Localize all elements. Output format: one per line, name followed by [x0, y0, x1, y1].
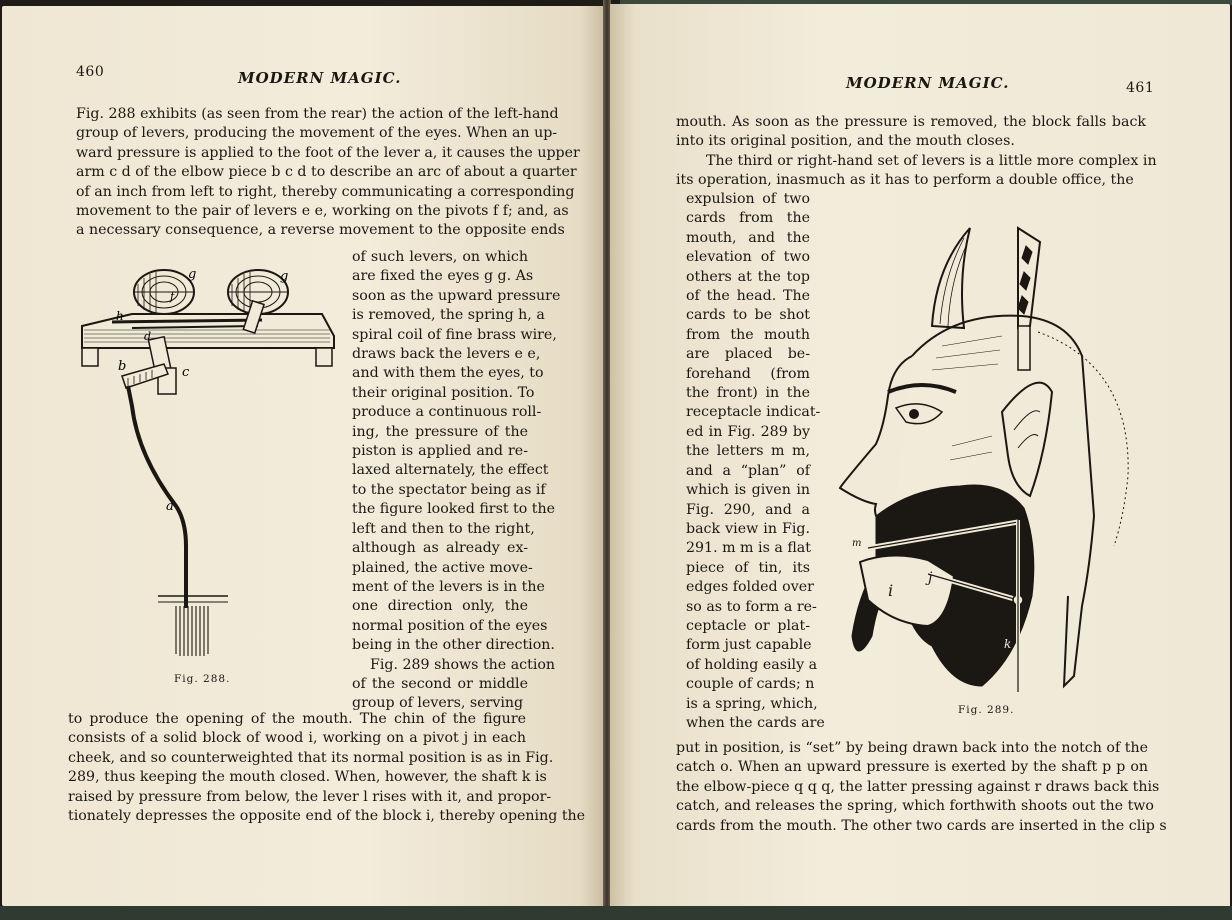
label-j: j — [928, 570, 933, 586]
text-line: The third or right-hand set of levers is a little more complex in — [706, 152, 1157, 169]
text-line: consists of a solid block of wood i, working on a pivot j in each — [68, 730, 526, 747]
label-c: c — [182, 365, 190, 380]
text-line: draws back the levers e e, — [352, 346, 541, 363]
label-g-left: g — [188, 267, 197, 282]
text-line: Fig. 290, and a — [686, 501, 810, 518]
figure-288-caption: Fig. 288. — [174, 673, 231, 685]
text-line: are fixed the eyes g g. As — [352, 268, 534, 285]
page-number: 460 — [76, 64, 105, 80]
text-line: are placed be- — [686, 346, 810, 363]
text-line: group of levers, producing the movement of the eyes. When an up- — [76, 125, 558, 142]
text-line: produce a continuous roll- — [352, 404, 542, 421]
text-line: catch o. When an upward pressure is exerted by the shaft p p on — [676, 759, 1148, 776]
text-line: ment of the levers is in the — [352, 578, 545, 595]
text-line: one direction only, the — [352, 598, 528, 615]
text-line: group of levers, serving — [352, 695, 524, 712]
text-line: plained, the active move- — [352, 559, 533, 576]
right-column-paragraph — [686, 190, 825, 733]
text-line: cards to be shot — [686, 307, 810, 324]
label-f: f — [170, 290, 175, 303]
text-line: of the head. The — [686, 288, 810, 305]
text-line: forehand (from — [686, 365, 810, 382]
text-line: and a “plan” of — [686, 462, 810, 479]
text-line: form just capable — [686, 637, 812, 654]
text-line: its operation, inasmuch as it has to perform a double office, the — [676, 172, 1134, 189]
text-line: ed in Fig. 289 by — [686, 423, 810, 440]
text-line: is a spring, which, — [686, 695, 818, 712]
text-line: ing, the pressure of the — [352, 423, 528, 440]
text-line: ward pressure is applied to the foot of the lever a, it causes the upper — [76, 144, 580, 161]
text-line: left and then to the right, — [352, 520, 535, 537]
text-line: to produce the opening of the mouth. The chin of the figure — [68, 711, 526, 727]
text-line: receptacle indicat- — [686, 404, 821, 421]
text-line: expulsion of two — [686, 191, 810, 207]
text-line: when the cards are — [686, 714, 825, 731]
text-line: elevation of two — [686, 249, 810, 266]
text-line: cheek, and so counterweighted that its normal position is as in Fig. — [68, 749, 554, 766]
label-b: b — [118, 359, 127, 374]
label-i: i — [888, 581, 894, 600]
text-line: back view in Fig. — [686, 520, 810, 537]
text-line: cards from the mouth. The other two cards are inserted in the clip s — [676, 817, 1167, 834]
text-line: the elbow-piece q q q, the latter pressing against r draws back this — [676, 778, 1160, 795]
right-page — [610, 4, 1230, 910]
text-line: of such levers, on which — [352, 249, 528, 265]
text-line: Fig. 289 shows the action — [370, 656, 556, 673]
text-line: catch, and releases the spring, which forthwith shoots out the two — [676, 798, 1154, 815]
text-line: 291. m m is a flat — [686, 540, 811, 557]
figure-289-caption: Fig. 289. — [958, 704, 1015, 716]
text-line: piston is applied and re- — [352, 443, 528, 460]
text-line: so as to form a re- — [686, 598, 817, 615]
figure-289-devil-head — [832, 216, 1142, 696]
running-title: MODERN MAGIC. — [846, 74, 1010, 92]
text-line: piece of tin, its — [686, 559, 810, 576]
right-top-paragraph — [676, 113, 1157, 191]
text-line: others at the top — [686, 268, 810, 285]
book-cover-edge-bottom — [0, 906, 1232, 920]
text-line: mouth, and the — [686, 229, 810, 246]
text-line: raised by pressure from below, the lever l rises with it, and propor- — [68, 788, 552, 805]
running-title: MODERN MAGIC. — [238, 69, 402, 87]
text-line: of holding easily a — [686, 656, 818, 673]
pointed-ear — [1002, 383, 1052, 496]
text-line: into its original position, and the mouth closes. — [676, 133, 1015, 150]
text-line: laxed alternately, the effect — [352, 462, 549, 479]
text-line: movement to the pair of levers e e, working on the pivots f f; and, as — [76, 203, 569, 220]
text-line: 289, thus keeping the mouth closed. When, however, the shaft k is — [68, 769, 547, 786]
left-bottom-paragraph — [68, 710, 586, 826]
label-k: k — [1004, 637, 1012, 651]
text-line: ceptacle or plat- — [686, 617, 810, 634]
horn — [932, 228, 970, 328]
label-m: m — [852, 538, 862, 549]
text-line: spiral coil of fine brass wire, — [352, 326, 557, 343]
text-line: their original position. To — [352, 384, 535, 401]
text-line: edges folded over — [686, 579, 814, 596]
text-line: and with them the eyes, to — [352, 365, 544, 382]
right-bottom-paragraph — [676, 739, 1167, 836]
eye-wheel-left — [134, 270, 194, 314]
left-top-paragraph — [76, 105, 580, 241]
text-line: couple of cards; n — [686, 676, 815, 693]
text-line: although as already ex- — [352, 540, 528, 557]
text-line: being in the other direction. — [352, 637, 555, 654]
text-line: of the second or middle — [352, 675, 528, 692]
page-number: 461 — [1126, 80, 1155, 96]
card-clip — [1018, 228, 1040, 370]
text-line: put in position, is “set” by being drawn back into the notch of the — [676, 740, 1148, 756]
text-line: is removed, the spring h, a — [352, 307, 545, 324]
lever-base — [158, 596, 228, 656]
left-column-paragraph — [352, 248, 561, 714]
text-line: from the mouth — [686, 326, 810, 343]
figure-288-lever-mechanism — [72, 256, 342, 676]
text-line: the letters m m, — [686, 443, 810, 460]
text-line: arm c d of the elbow piece b c d to describe an arc of about a quarter — [76, 164, 577, 181]
label-d: d — [144, 330, 152, 343]
text-line: soon as the upward pressure — [352, 287, 561, 304]
label-g-right: g — [280, 269, 289, 284]
text-line: Fig. 288 exhibits (as seen from the rear) the action of the left-hand — [76, 106, 559, 122]
text-line: a necessary consequence, a reverse movement to the opposite ends — [76, 222, 565, 239]
text-line: tionately depresses the opposite end of the block i, thereby opening the — [68, 808, 586, 825]
text-line: normal position of the eyes — [352, 617, 548, 634]
text-line: to the spectator being as if — [352, 481, 546, 498]
text-line: the front) in the — [686, 385, 810, 402]
text-line: of an inch from left to right, thereby communicating a corresponding — [76, 183, 575, 200]
text-line: mouth. As soon as the pressure is removed, the block falls back — [676, 114, 1146, 130]
text-line: the figure looked first to the — [352, 501, 556, 518]
text-line: which is given in — [686, 482, 810, 499]
text-line: cards from the — [686, 210, 810, 227]
label-a: a — [166, 499, 174, 514]
lever-rod-a — [128, 386, 186, 608]
left-page — [2, 6, 604, 906]
label-h: h — [116, 309, 124, 323]
